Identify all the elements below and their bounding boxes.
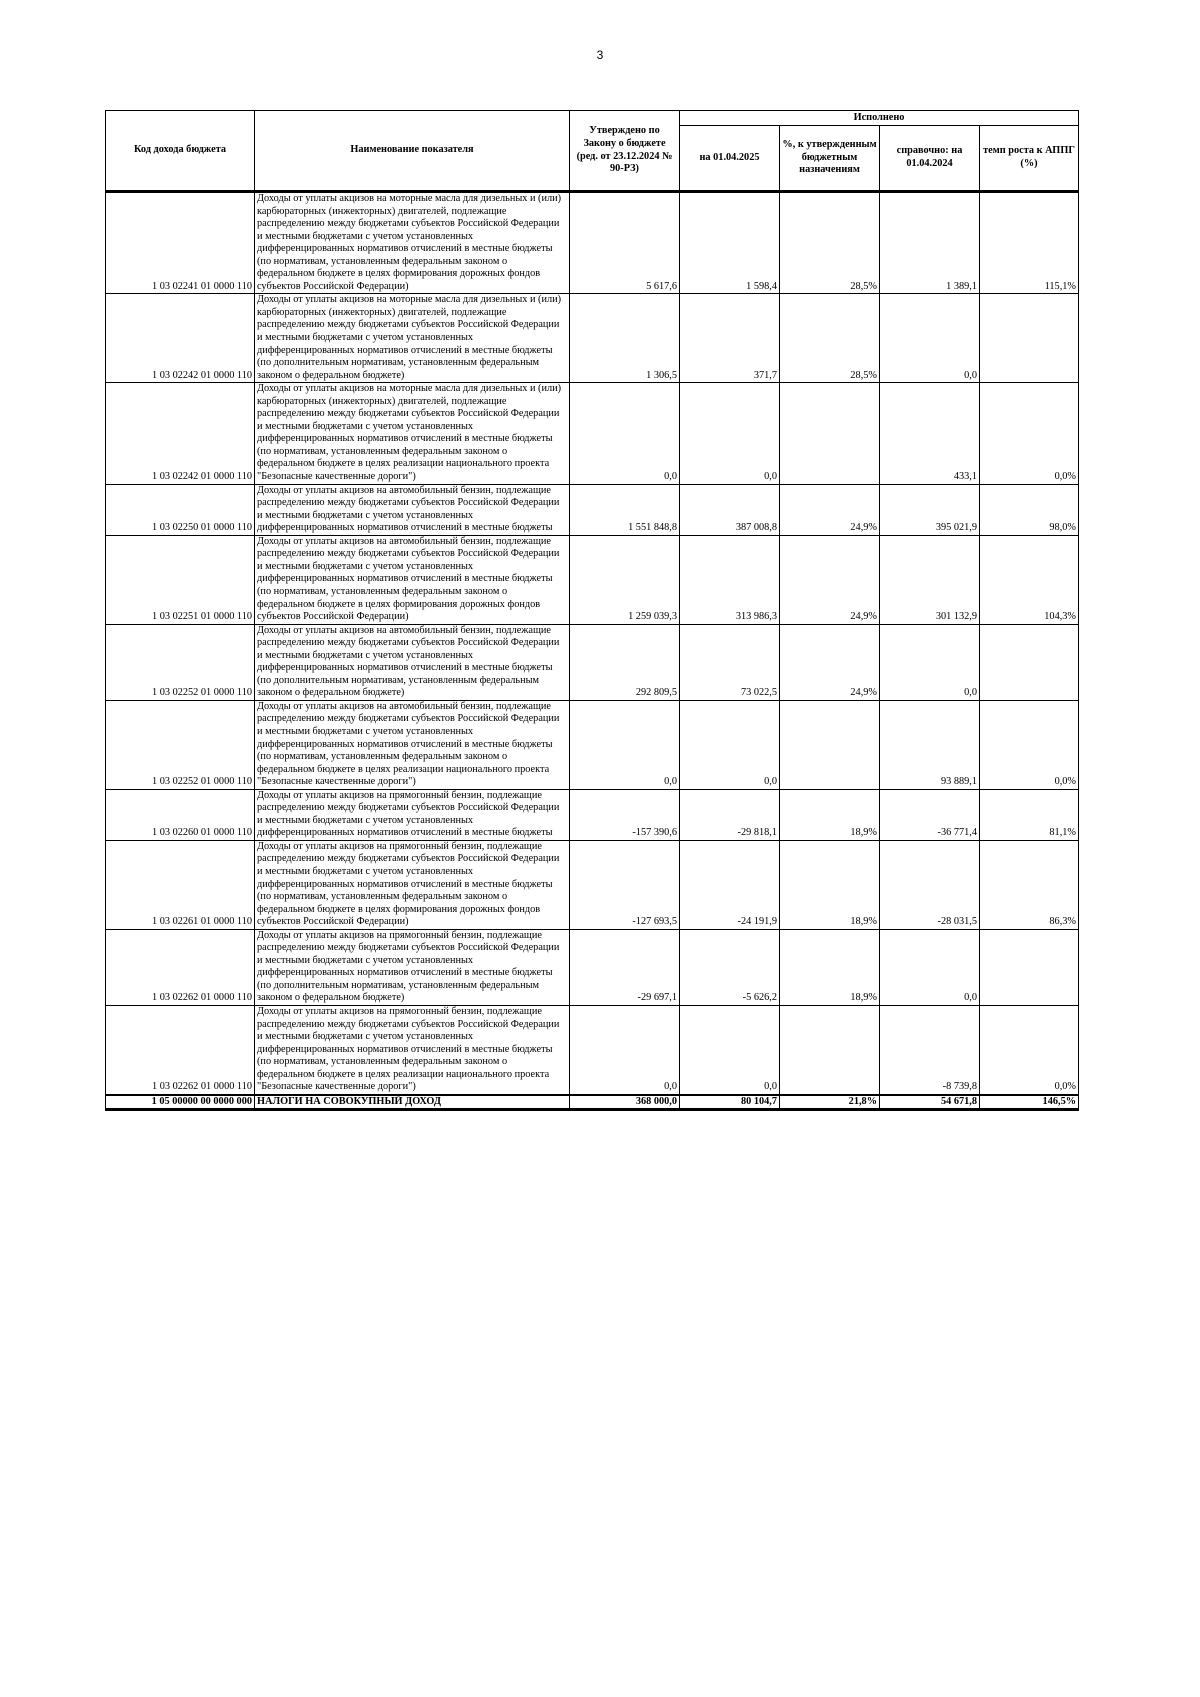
row-growth: 98,0% <box>980 484 1079 535</box>
row-executed: 0,0 <box>680 700 780 789</box>
total-growth: 146,5% <box>980 1095 1079 1110</box>
table-header <box>106 111 1079 192</box>
row-name: Доходы от уплаты акцизов на моторные масла для дизельных и (или) карбюраторных (инжекторных) двигателей, подлежащие распределению между бюджетами субъектов Российской Федерации и местными бюджетами с учетом установленных дифференцированных нормативов отчислений в местные бюджеты (по нормативам, установленным федеральным законом о федеральном бюджете в целях формирования дорожных фондов субъектов Российской Федерации) <box>255 192 570 294</box>
row-code: 1 03 02250 01 0000 110 <box>106 484 255 535</box>
row-approved: 0,0 <box>570 700 680 789</box>
row-reference: 0,0 <box>880 624 980 700</box>
row-reference: 395 021,9 <box>880 484 980 535</box>
table-row <box>106 700 1079 789</box>
row-executed: 313 986,3 <box>680 535 780 624</box>
row-percent: 24,9% <box>780 624 880 700</box>
row-code: 1 03 02260 01 0000 110 <box>106 789 255 840</box>
row-growth <box>980 929 1079 1005</box>
row-name: Доходы от уплаты акцизов на прямогонный бензин, подлежащие распределению между бюджетами субъектов Российской Федерации и местными бюджетами с учетом установленных дифференцированных нормативов отчислений в местные бюджеты (по нормативам, установленным федеральным законом о федеральном бюджете в целях формирования дорожных фондов субъектов Российской Федерации) <box>255 840 570 929</box>
row-growth: 115,1% <box>980 192 1079 294</box>
row-percent: 18,9% <box>780 789 880 840</box>
table-row <box>106 294 1079 383</box>
row-percent: 24,9% <box>780 535 880 624</box>
row-code: 1 03 02242 01 0000 110 <box>106 294 255 383</box>
header-growth: темп роста к АППГ (%) <box>980 126 1079 192</box>
row-reference: 433,1 <box>880 383 980 484</box>
row-name: Доходы от уплаты акцизов на моторные масла для дизельных и (или) карбюраторных (инжекторных) двигателей, подлежащие распределению между бюджетами субъектов Российской Федерации и местными бюджетами с учетом установленных дифференцированных нормативов отчислений в местные бюджеты (по дополнительным нормативам, установленным федеральным законом о федеральном бюджете) <box>255 294 570 383</box>
row-reference: 93 889,1 <box>880 700 980 789</box>
row-name: Доходы от уплаты акцизов на автомобильный бензин, подлежащие распределению между бюджетами субъектов Российской Федерации и местными бюджетами с учетом установленных дифференцированных нормативов отчислений в местные бюджеты (по нормативам, установленным федеральным законом о федеральном бюджете в целях формирования дорожных фондов субъектов Российской Федерации) <box>255 535 570 624</box>
row-code: 1 03 02252 01 0000 110 <box>106 624 255 700</box>
row-approved: 1 259 039,3 <box>570 535 680 624</box>
header-approved: Утверждено по Закону о бюджете (ред. от 23.12.2024 № 90-РЗ) <box>570 111 680 192</box>
row-percent: 24,9% <box>780 484 880 535</box>
table-row <box>106 840 1079 929</box>
row-name: Доходы от уплаты акцизов на моторные масла для дизельных и (или) карбюраторных (инжекторных) двигателей, подлежащие распределению между бюджетами субъектов Российской Федерации и местными бюджетами с учетом установленных дифференцированных нормативов отчислений в местные бюджеты (по нормативам, установленным федеральным законом о федеральном бюджете в целях реализации национального проекта "Безопасные качественные дороги") <box>255 383 570 484</box>
budget-revenue-table <box>105 110 1079 1111</box>
row-growth: 0,0% <box>980 1006 1079 1095</box>
row-code: 1 03 02242 01 0000 110 <box>106 383 255 484</box>
row-executed: 1 598,4 <box>680 192 780 294</box>
row-approved: -29 697,1 <box>570 929 680 1005</box>
row-approved: -127 693,5 <box>570 840 680 929</box>
row-percent <box>780 700 880 789</box>
row-percent: 28,5% <box>780 192 880 294</box>
row-code: 1 03 02251 01 0000 110 <box>106 535 255 624</box>
row-reference: 0,0 <box>880 294 980 383</box>
row-name: Доходы от уплаты акцизов на прямогонный бензин, подлежащие распределению между бюджетами субъектов Российской Федерации и местными бюджетами с учетом установленных дифференцированных нормативов отчислений в местные бюджеты (по нормативам, установленным федеральным законом о федеральном бюджете в целях реализации национального проекта "Безопасные качественные дороги") <box>255 1006 570 1095</box>
total-name: НАЛОГИ НА СОВОКУПНЫЙ ДОХОД <box>255 1095 570 1110</box>
row-executed: 0,0 <box>680 1006 780 1095</box>
row-name: Доходы от уплаты акцизов на автомобильный бензин, подлежащие распределению между бюджетами субъектов Российской Федерации и местными бюджетами с учетом установленных дифференцированных нормативов отчислений в местные бюджеты <box>255 484 570 535</box>
total-approved: 368 000,0 <box>570 1095 680 1110</box>
row-growth: 86,3% <box>980 840 1079 929</box>
row-approved: 1 306,5 <box>570 294 680 383</box>
row-executed: -5 626,2 <box>680 929 780 1005</box>
row-approved: 0,0 <box>570 383 680 484</box>
row-name: Доходы от уплаты акцизов на прямогонный бензин, подлежащие распределению между бюджетами субъектов Российской Федерации и местными бюджетами с учетом установленных дифференцированных нормативов отчислений в местные бюджеты (по дополнительным нормативам, установленным федеральным законом о федеральном бюджете) <box>255 929 570 1005</box>
header-executed: Исполнено <box>680 111 1079 126</box>
total-percent: 21,8% <box>780 1095 880 1110</box>
row-percent: 18,9% <box>780 929 880 1005</box>
table-row <box>106 383 1079 484</box>
header-code: Код дохода бюджета <box>106 111 255 192</box>
row-code: 1 03 02262 01 0000 110 <box>106 1006 255 1095</box>
table-row <box>106 1006 1079 1095</box>
row-percent <box>780 1006 880 1095</box>
header-on-date: на 01.04.2025 <box>680 126 780 192</box>
row-growth: 81,1% <box>980 789 1079 840</box>
row-reference: 0,0 <box>880 929 980 1005</box>
table-row <box>106 929 1079 1005</box>
row-name: Доходы от уплаты акцизов на автомобильный бензин, подлежащие распределению между бюджетами субъектов Российской Федерации и местными бюджетами с учетом установленных дифференцированных нормативов отчислений в местные бюджеты (по дополнительным нормативам, установленным федеральным законом о федеральном бюджете) <box>255 624 570 700</box>
row-executed: 387 008,8 <box>680 484 780 535</box>
row-percent: 18,9% <box>780 840 880 929</box>
row-reference: 301 132,9 <box>880 535 980 624</box>
row-executed: 371,7 <box>680 294 780 383</box>
row-name: Доходы от уплаты акцизов на прямогонный бензин, подлежащие распределению между бюджетами субъектов Российской Федерации и местными бюджетами с учетом установленных дифференцированных нормативов отчислений в местные бюджеты <box>255 789 570 840</box>
total-reference: 54 671,8 <box>880 1095 980 1110</box>
total-code: 1 05 00000 00 0000 000 <box>106 1095 255 1110</box>
header-percent: %, к утвержденным бюджетным назначениям <box>780 126 880 192</box>
table-row <box>106 789 1079 840</box>
row-growth <box>980 624 1079 700</box>
row-code: 1 03 02252 01 0000 110 <box>106 700 255 789</box>
row-growth: 104,3% <box>980 535 1079 624</box>
row-growth: 0,0% <box>980 700 1079 789</box>
row-reference: -8 739,8 <box>880 1006 980 1095</box>
table-row <box>106 484 1079 535</box>
row-approved: 0,0 <box>570 1006 680 1095</box>
header-reference: справочно: на 01.04.2024 <box>880 126 980 192</box>
row-executed: -29 818,1 <box>680 789 780 840</box>
row-executed: -24 191,9 <box>680 840 780 929</box>
row-executed: 73 022,5 <box>680 624 780 700</box>
row-approved: 1 551 848,8 <box>570 484 680 535</box>
row-approved: 5 617,6 <box>570 192 680 294</box>
table-row <box>106 192 1079 294</box>
table-row <box>106 535 1079 624</box>
total-row <box>106 1095 1079 1110</box>
row-percent: 28,5% <box>780 294 880 383</box>
row-reference: -36 771,4 <box>880 789 980 840</box>
table-row <box>106 624 1079 700</box>
page-number: 3 <box>596 48 604 62</box>
header-name: Наименование показателя <box>255 111 570 192</box>
row-growth: 0,0% <box>980 383 1079 484</box>
row-name: Доходы от уплаты акцизов на автомобильный бензин, подлежащие распределению между бюджетами субъектов Российской Федерации и местными бюджетами с учетом установленных дифференцированных нормативов отчислений в местные бюджеты (по нормативам, установленным федеральным законом о федеральном бюджете в целях реализации национального проекта "Безопасные качественные дороги") <box>255 700 570 789</box>
row-code: 1 03 02241 01 0000 110 <box>106 192 255 294</box>
row-reference: -28 031,5 <box>880 840 980 929</box>
row-growth <box>980 294 1079 383</box>
row-reference: 1 389,1 <box>880 192 980 294</box>
row-percent <box>780 383 880 484</box>
row-code: 1 03 02262 01 0000 110 <box>106 929 255 1005</box>
row-approved: 292 809,5 <box>570 624 680 700</box>
total-executed: 80 104,7 <box>680 1095 780 1110</box>
row-approved: -157 390,6 <box>570 789 680 840</box>
row-code: 1 03 02261 01 0000 110 <box>106 840 255 929</box>
row-executed: 0,0 <box>680 383 780 484</box>
